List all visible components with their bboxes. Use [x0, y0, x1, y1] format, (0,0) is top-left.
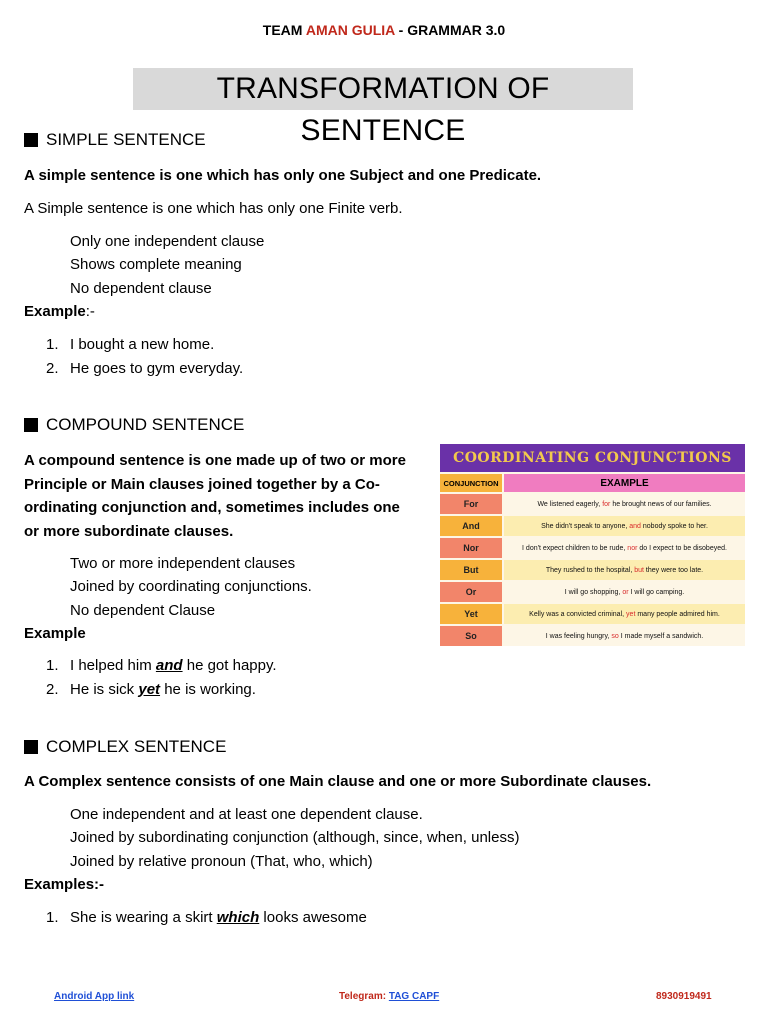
list-item: 1. I helped him and he got happy.: [46, 657, 277, 674]
table-row: [440, 494, 745, 514]
compound-heading: [24, 415, 244, 435]
simple-heading: [24, 130, 206, 150]
table-body: [440, 494, 745, 646]
team-name: AMAN GULIA: [305, 22, 395, 38]
list-item: 1. I bought a new home.: [46, 336, 215, 353]
table-title: COORDINATING CONJUNCTIONS: [453, 450, 732, 466]
team-line: [0, 22, 768, 38]
table-title-bar: [440, 444, 745, 472]
conjunction-word: So: [440, 626, 502, 646]
table-row: [440, 582, 745, 602]
page-title-box: [133, 68, 633, 147]
complex-heading: [24, 737, 226, 757]
conjunction-word: Or: [440, 582, 502, 602]
example-sentence: I will go shopping, or I will go camping.: [504, 582, 745, 602]
list-item: 2. He goes to gym everyday.: [46, 360, 244, 377]
phone-number: 8930919491: [656, 991, 712, 1002]
list-item: 1. She is wearing a skirt which looks awesome: [46, 909, 367, 926]
complex-point: One independent and at least one dependent clause.: [70, 806, 423, 823]
complex-point: Joined by subordinating conjunction (although, since, when, unless): [70, 829, 520, 846]
compound-point: Joined by coordinating conjunctions.: [70, 578, 312, 595]
coordinating-conjunctions-table: [440, 444, 745, 646]
table-row: [440, 560, 745, 580]
compound-definition: A compound sentence is one made up of two or more Principle or Main clauses joined together by a Co- ordinating conjunction and, sometimes includes one or more subordinate clauses.: [24, 452, 406, 540]
simple-line2: A Simple sentence is one which has only one Finite verb.: [24, 200, 403, 217]
table-row: [440, 604, 745, 624]
simple-point: Only one independent clause: [70, 233, 265, 250]
col-header-conjunction: CONJUNCTION: [440, 474, 502, 492]
complex-definition: A Complex sentence consists of one Main clause and one or more Subordinate clauses.: [24, 773, 652, 790]
simple-definition: A simple sentence is one which has only one Subject and one Predicate.: [24, 167, 542, 184]
example-sentence: She didn't speak to anyone, and nobody spoke to her.: [504, 516, 745, 536]
simple-heading-text: SIMPLE SENTENCE: [46, 130, 206, 149]
compound-example-label: Example: [24, 625, 86, 642]
square-bullet-icon: [24, 133, 38, 147]
compound-point: No dependent Clause: [70, 602, 216, 619]
conjunction-word: And: [440, 516, 502, 536]
team-prefix: TEAM: [262, 22, 303, 38]
table-header-row: [440, 474, 745, 492]
complex-heading-text: COMPLEX SENTENCE: [46, 737, 227, 756]
conjunction-word: For: [440, 494, 502, 514]
square-bullet-icon: [24, 418, 38, 432]
conjunction-word: Yet: [440, 604, 502, 624]
example-sentence: They rushed to the hospital, but they were too late.: [504, 560, 745, 580]
table-row: [440, 538, 745, 558]
conjunction-word: Nor: [440, 538, 502, 558]
complex-example-label: Examples:-: [24, 876, 105, 893]
team-suffix: - GRAMMAR 3.0: [398, 22, 506, 38]
compound-point: Two or more independent clauses: [70, 555, 296, 572]
square-bullet-icon: [24, 740, 38, 754]
telegram-link[interactable]: TAG CAPF: [388, 991, 440, 1002]
simple-point: No dependent clause: [70, 280, 212, 297]
example-sentence: Kelly was a convicted criminal, yet many people admired him.: [504, 604, 745, 624]
example-sentence: I don't expect children to be rude, nor do I expect to be disobeyed.: [504, 538, 745, 558]
example-sentence: We listened eagerly, for he brought news of our families.: [504, 494, 745, 514]
simple-point: Shows complete meaning: [70, 256, 242, 273]
complex-point: Joined by relative pronoun (That, who, which): [70, 853, 373, 870]
compound-heading-text: COMPOUND SENTENCE: [46, 415, 245, 434]
telegram-label: Telegram:: [339, 991, 387, 1002]
conjunction-word: But: [440, 560, 502, 580]
android-app-link[interactable]: Android App link: [54, 991, 135, 1002]
table-row: [440, 626, 745, 646]
simple-example-label: Example:-: [24, 303, 95, 320]
page-title: TRANSFORMATION OF SENTENCE: [216, 72, 550, 147]
table-row: [440, 516, 745, 536]
list-item: 2. He is sick yet he is working.: [46, 681, 256, 698]
telegram-line: [339, 991, 439, 1002]
example-sentence: I was feeling hungry, so I made myself a sandwich.: [504, 626, 745, 646]
col-header-example: EXAMPLE: [504, 474, 745, 492]
